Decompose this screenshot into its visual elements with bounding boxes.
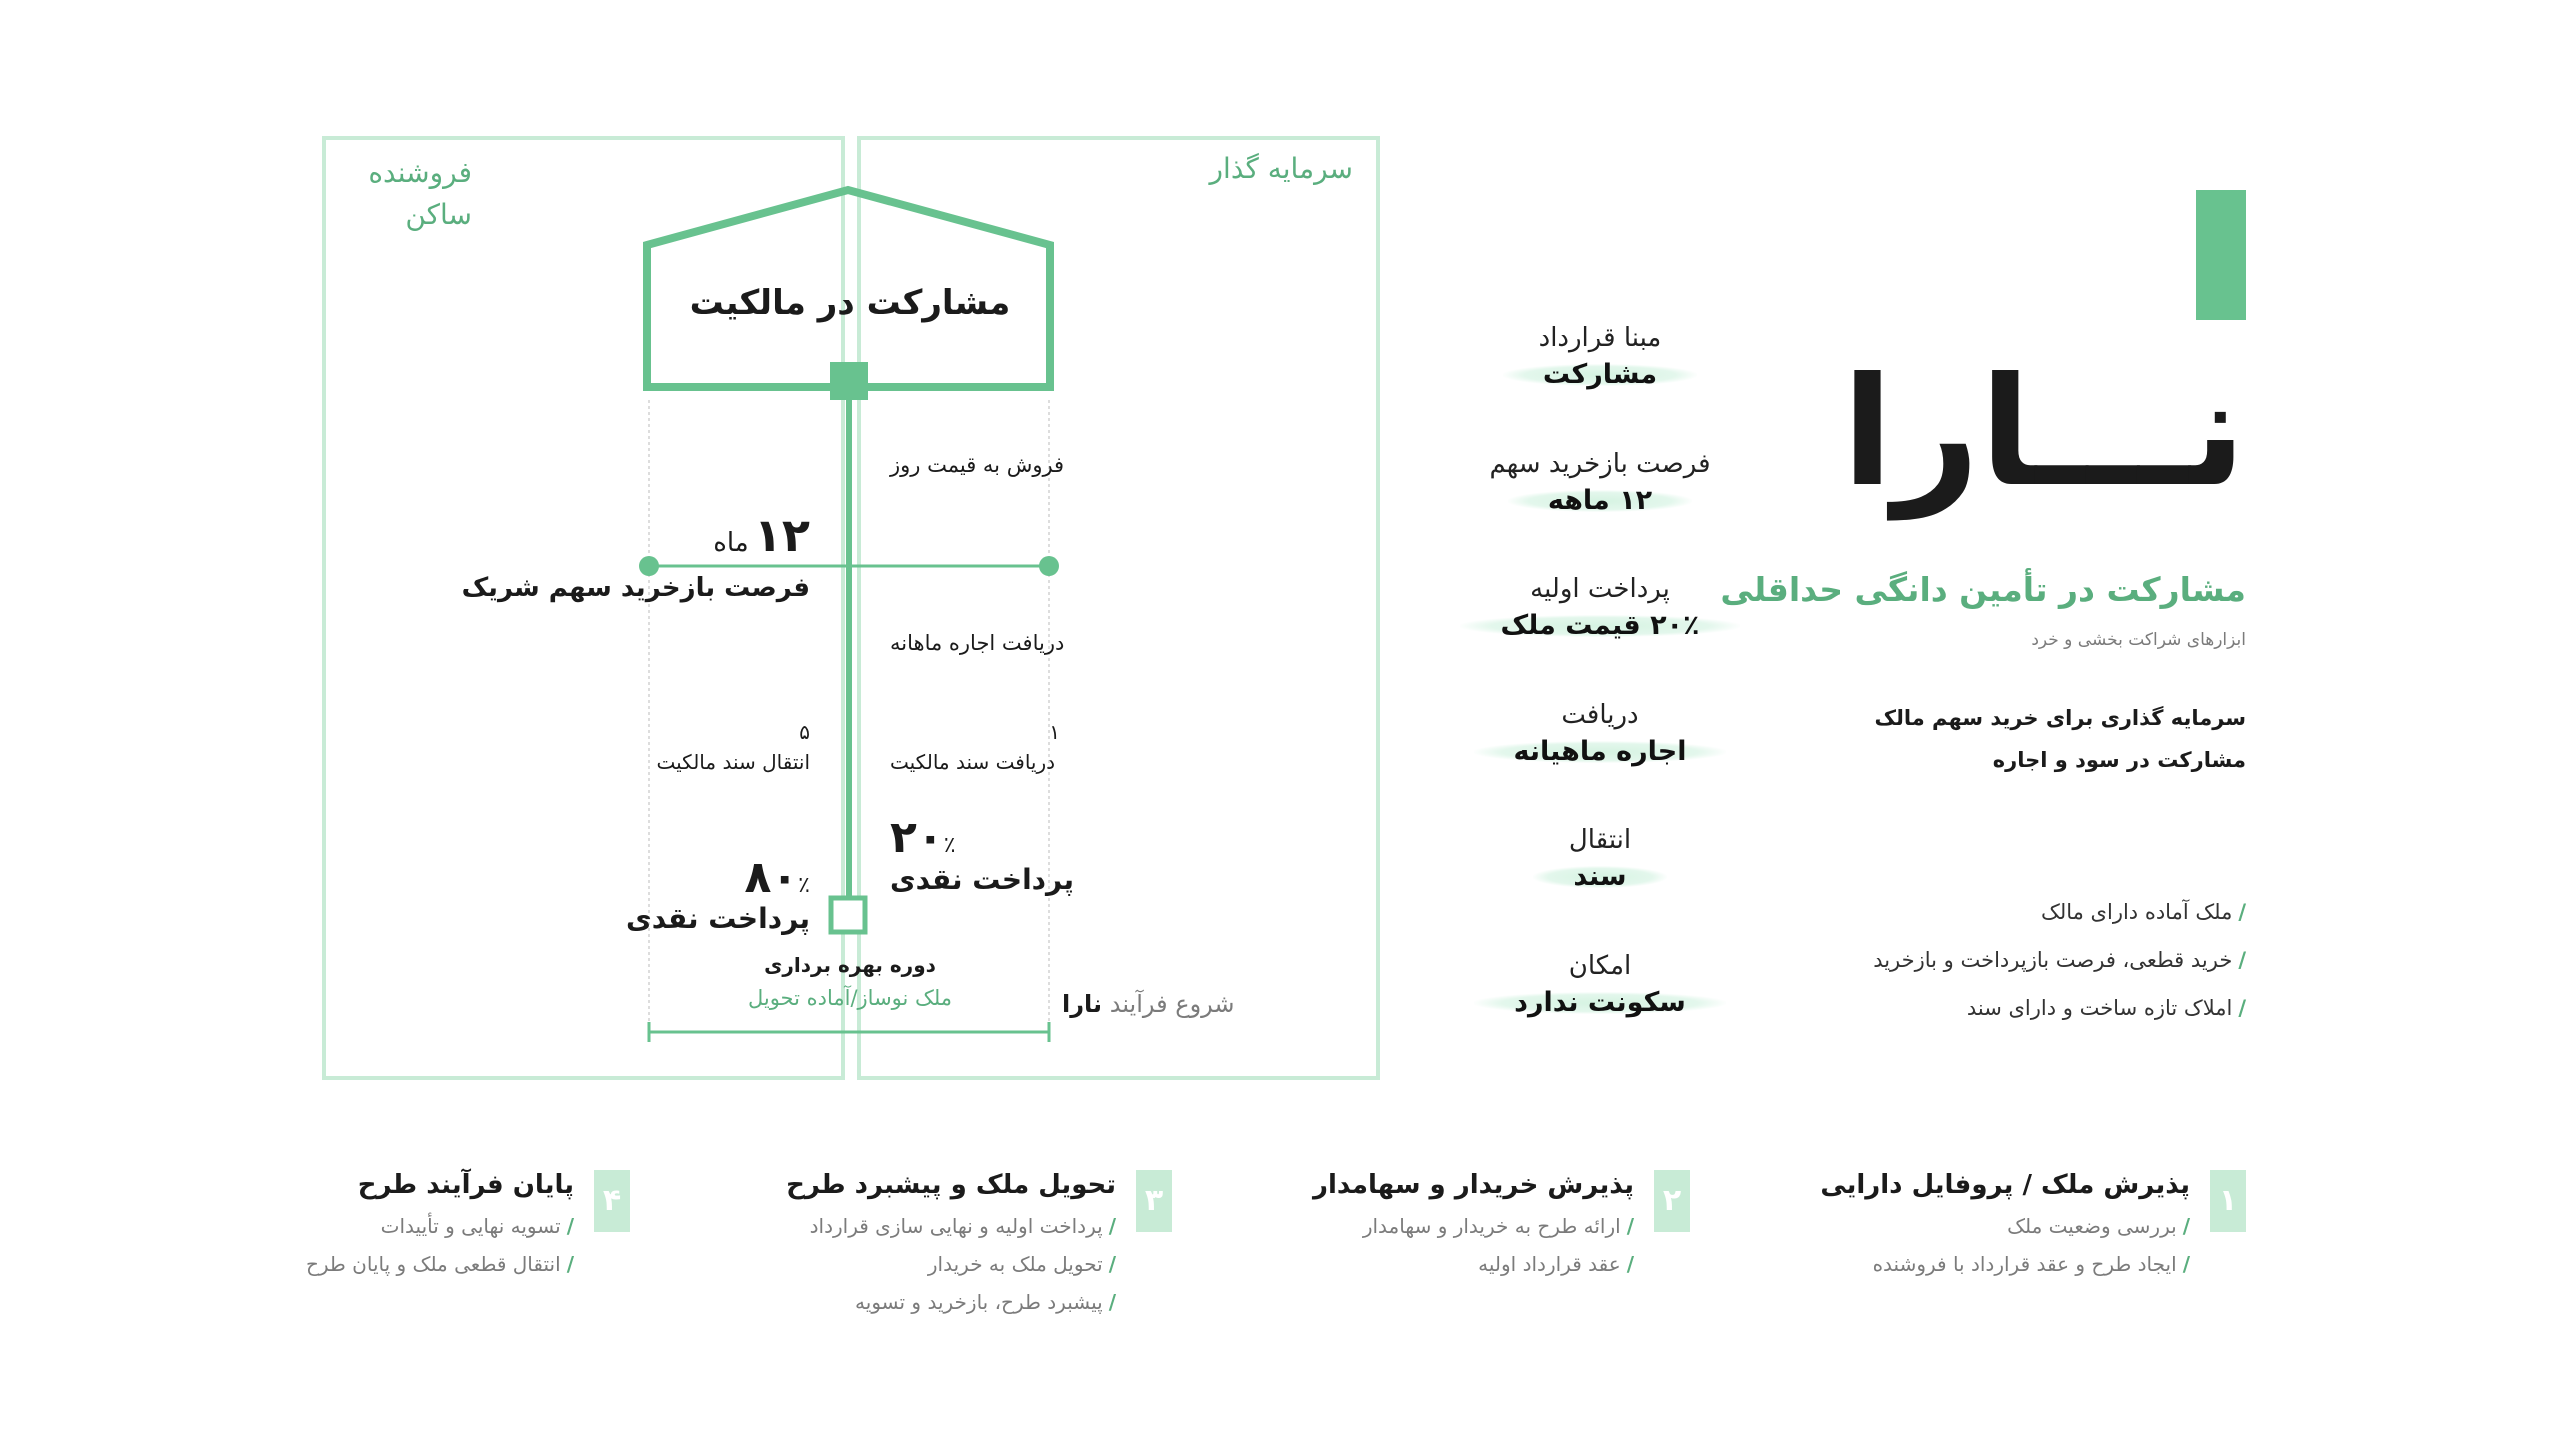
seller-label-line2: ساکن	[405, 198, 472, 231]
step-3	[786, 1170, 1172, 1314]
step-line: /عقد قرارداد اولیه	[1478, 1252, 1634, 1276]
feature-value: ۱۲ ماهه	[1508, 482, 1692, 520]
step-number: ۲	[1654, 1170, 1690, 1232]
pct-right	[890, 812, 956, 863]
investor-label: سرمایه گذار	[1209, 152, 1353, 185]
brand-logo: نـــارا	[1841, 346, 2246, 520]
property-state-label: ملک نوساز/آماده تحویل	[747, 986, 953, 1010]
step-line: /تحویل ملک به خریدار	[927, 1252, 1116, 1276]
brand-bullet-text: املاک تازه ساخت و دارای سند	[1966, 996, 2233, 1020]
feature-value: ۲۰٪ قیمت ملک	[1460, 607, 1739, 645]
feature-initial-payment	[1450, 571, 1750, 645]
brand-bullet-text: ملک آماده دارای مالک	[2041, 900, 2233, 924]
step-title: تحویل ملک و پیشبرد طرح	[786, 1170, 1116, 1200]
buyback-months	[713, 508, 810, 562]
step-number: ۱	[2210, 1170, 2246, 1232]
step-number: ۳	[1136, 1170, 1172, 1232]
brand-desc-line2: مشارکت در سود و اجاره	[1992, 748, 2246, 772]
left-step-number: ۵	[799, 720, 810, 744]
branch-dot-right	[1039, 556, 1059, 576]
pct-right-symbol: ٪	[943, 833, 956, 858]
seller-label-line1: فروشنده	[368, 156, 472, 189]
step-title: پذیرش ملک / پروفایل دارایی	[1820, 1170, 2190, 1200]
pct-right-label: پرداخت نقدی	[890, 863, 1074, 896]
months-number: ۱۲	[753, 508, 810, 562]
monthly-rent-label: دریافت اجاره ماهانه	[890, 631, 1065, 655]
step-title: پایان فرآیند طرح	[357, 1170, 574, 1200]
step-title: پذیرش خریدار و سهامدار	[1313, 1170, 1634, 1200]
sell-daily-label: فروش به قیمت روز	[890, 453, 1065, 477]
step-line: /پیشبرد طرح، بازخرید و تسویه	[855, 1290, 1116, 1314]
brand-subtag: ابزارهای شراکت بخشی و خرد	[2031, 630, 2246, 650]
right-step-number: ۱	[1049, 720, 1060, 744]
feature-key: فرصت بازخرید سهم	[1489, 449, 1711, 479]
brand-desc-line1: سرمایه گذاری برای خرید سهم مالک	[1874, 706, 2246, 730]
step-4	[306, 1170, 630, 1276]
feature-key: انتقال	[1568, 825, 1632, 855]
step-number: ۴	[594, 1170, 630, 1232]
feature-key: پرداخت اولیه	[1530, 574, 1670, 604]
start-brand: نارا	[1062, 990, 1103, 1018]
feature-buyback-window	[1450, 446, 1750, 520]
brand-bullet: /ملک آماده دارای مالک	[2041, 900, 2246, 924]
pct-left-label: پرداخت نقدی	[626, 902, 810, 935]
feature-possibility	[1450, 948, 1750, 1022]
start-prefix: شروع فرآیند	[1109, 990, 1235, 1018]
step-1	[1820, 1170, 2246, 1276]
step-line: /پرداخت اولیه و نهایی سازی قرارداد	[809, 1214, 1116, 1238]
pct-left-number: ۸۰	[744, 852, 799, 903]
period-label: دوره بهره برداری	[764, 953, 936, 977]
feature-key: امکان	[1568, 951, 1632, 981]
brand-bullet: /املاک تازه ساخت و دارای سند	[1966, 996, 2246, 1020]
feature-key: مبنا قرارداد	[1538, 323, 1662, 353]
stem-end-square	[831, 898, 865, 932]
start-process	[1062, 990, 1235, 1018]
house-title: مشارکت در مالکیت	[689, 283, 1011, 323]
brand-accent-bar	[2196, 190, 2246, 320]
step-line: /تسویه نهایی و تأییدات	[380, 1214, 574, 1238]
feature-transfer	[1450, 822, 1750, 896]
feature-receive	[1450, 697, 1750, 771]
feature-value: سند	[1533, 858, 1666, 896]
step-2	[1313, 1170, 1690, 1276]
left-transfer-label: انتقال سند مالکیت	[656, 750, 810, 774]
step-line: /بررسی وضعیت ملک	[2007, 1214, 2190, 1238]
feature-key: دریافت	[1561, 700, 1639, 730]
brand-bullet: /خرید قطعی، فرصت بازپرداخت و بازخرید	[1873, 948, 2246, 972]
pct-right-number: ۲۰	[890, 812, 944, 863]
feature-value: مشارکت	[1503, 356, 1697, 394]
feature-value: سکونت ندارد	[1474, 984, 1726, 1022]
step-line: /انتقال قطعی ملک و پایان طرح	[305, 1252, 574, 1276]
feature-value: اجاره ماهیانه	[1474, 733, 1727, 771]
right-receive-label: دریافت سند مالکیت	[890, 750, 1056, 774]
pct-left	[744, 852, 810, 903]
brand-tagline: مشارکت در تأمین دانگی حداقلی	[1720, 570, 2246, 609]
house-anchor	[830, 362, 868, 400]
buyback-label: فرصت بازخرید سهم شریک	[461, 573, 810, 603]
months-unit: ماه	[713, 528, 749, 558]
brand-bullet-text: خرید قطعی، فرصت بازپرداخت و بازخرید	[1873, 948, 2233, 972]
feature-contract-basis	[1450, 320, 1750, 394]
step-line: /ایجاد طرح و عقد قرارداد با فروشنده	[1872, 1252, 2190, 1276]
step-line: /ارائه طرح به خریدار و سهامدار	[1362, 1214, 1634, 1238]
pct-left-symbol: ٪	[798, 873, 810, 898]
